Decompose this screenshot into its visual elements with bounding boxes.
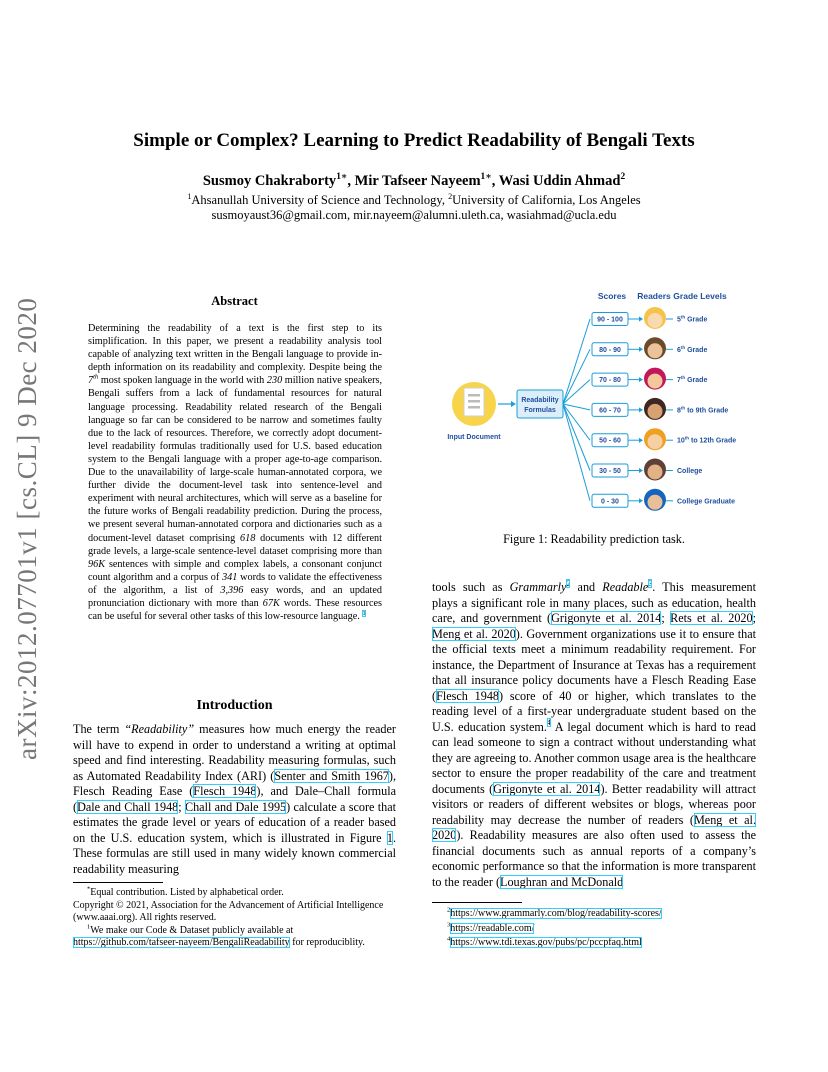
footnote-link-2[interactable]: 2 — [566, 578, 571, 588]
abstract-heading: Abstract — [211, 294, 258, 308]
abstract-body — [88, 322, 382, 623]
author-emails: susmoyaust36@gmail.com, mir.nayeem@alumni.uleth.ca, wasiahmad@ucla.edu — [211, 208, 617, 222]
abstract-text: Determining the readability of a text is the first step to its simplification. In this paper, we present a readability analysis tool capable of analyzing text written in the Bengali language to provide in-depth information on its readability and complexity. Despite being the — [88, 323, 382, 374]
tdi-link[interactable]: https://www.tdi.texas.gov/pubs/pc/pccpfaq.html — [450, 937, 642, 948]
footnote-mark: 2 — [447, 906, 451, 914]
abstract-text: easy words, and an updated pronunciation dictionary with more than — [88, 584, 382, 609]
intro-term: “Readability” — [124, 722, 195, 736]
footnotes-right — [447, 907, 757, 951]
reader-face-icon — [648, 374, 663, 389]
intro-paragraph — [73, 722, 396, 877]
figure-col-readers: Readers — [637, 291, 671, 301]
footnote-text: Equal contribution. Listed by alphabetical order. — [90, 887, 284, 898]
score-arrowhead — [639, 317, 643, 322]
footnote-mark: * — [87, 885, 91, 893]
github-link[interactable]: https://github.com/tafseer-nayeem/BengaliReadability — [73, 937, 290, 948]
abstract-rank: 7 — [88, 375, 94, 387]
figure-link[interactable]: 1 — [386, 830, 393, 845]
input-document-label: Input Document — [447, 434, 501, 441]
abstract-text: words to validate the effectiveness of the algorithm, a list of — [88, 571, 382, 596]
score-label: 50 - 60 — [599, 437, 621, 445]
affiliation-2: University of California, Los Angeles — [452, 193, 641, 207]
citation-link[interactable]: Loughran and McDonald — [500, 874, 624, 889]
score-arrowhead — [639, 498, 643, 503]
citation-link[interactable]: Senter and Smith 1967 — [274, 768, 389, 783]
abstract-easy: 3,396 — [220, 584, 244, 596]
grammarly-link[interactable]: https://www.grammarly.com/blog/readability-scores/ — [450, 908, 662, 919]
figure-caption: Figure 1: Readability prediction task. — [503, 532, 685, 546]
body-text: ; — [752, 611, 757, 625]
input-arrowhead — [511, 401, 516, 407]
score-arrowhead — [639, 468, 643, 473]
intro-text: ) calculate a score that estimates the grade level or years of education of a reader based on the U.S. education system, which is illustrated in Figure — [73, 799, 396, 845]
abstract-text: million native speakers, Bengali suffers from a lack of fundamental resources for natural language processing. Readability related research of the Bengali language so far can be considered to be narrow and sometimes faulty due to the lack of resources. Therefore, we correctly adopt document-level readability formulas traditionally used for U.S. based education system to the Bengali language with a proper age-to-age comparison. Due to the unavailability of large-scale human-annotated corpora, we further divide the document-level task into sentence-level and experiment with neural architectures, which will serve as a baseline for the future works of Bengali readability prediction. During the process, we present several human-annotated corpora and dictionaries such as a document-level dataset comprising — [88, 375, 382, 544]
body-text: A legal document which is hard to read can lead someone to sign a contract without understanding what they are agreeing to. Another common usage area is the healthcare sector to ensure the proper readability of the care and treatment documents ( — [432, 719, 756, 796]
citation-link[interactable]: Dale and Chall 1948 — [77, 799, 179, 814]
citation-link[interactable]: Rets et al. 2020 — [670, 611, 753, 625]
footnote-text: for reproduciblity. — [289, 937, 365, 948]
figure-col-scores: Scores — [597, 291, 627, 301]
intro-text: . These formulas are still used in many widely known commercial readability measuring — [73, 830, 396, 876]
reader-face-icon — [648, 434, 663, 449]
score-arrowhead — [639, 407, 643, 412]
grade-label: 5th Grade — [677, 314, 708, 324]
author-list: Susmoy Chakraborty$^{1∗}$, Mir Tafseer Nayeem$^{1∗}$, Wasi Uddin Ahmad$^2$ — [202, 172, 626, 189]
arxiv-identifier: arXiv:2012.07701v1 [cs.CL] 9 Dec 2020 — [12, 297, 42, 760]
score-label: 30 - 50 — [599, 468, 621, 475]
intro-text: ), and Dale–Chall formula ( — [73, 784, 396, 814]
citation-link[interactable]: Meng et al. 2020 — [432, 812, 756, 842]
grade-label: College Graduate — [677, 498, 735, 506]
footnote-link-3[interactable]: 3 — [648, 578, 653, 588]
author-name: Wasi Uddin Ahmad — [498, 173, 621, 189]
intro-text: measures how much energy the reader will have to expend in order to understand a writing at optimal speed and find interesting. Readability measuring formulas, such as Automated Readability Index (ARI) ( — [73, 722, 396, 783]
reader-face-icon — [648, 404, 663, 419]
score-arrowhead — [639, 347, 643, 352]
grade-label: 10th to 12th Grade — [677, 435, 737, 445]
body-text: ) score of 40 or higher, which translates to the reading level of a first-year undergraduate student based on the U.S. education system. — [432, 688, 757, 734]
figure-col-grades: Grade Levels — [673, 291, 727, 301]
abstract-pron: 67K — [262, 597, 280, 609]
reader-face-icon — [648, 495, 663, 510]
formulas-label-line1: Readability — [521, 397, 559, 404]
footnote-text: We make our Code & Dataset publicly available at — [90, 924, 294, 936]
body-text: tools such as — [432, 580, 510, 594]
footnote-mark: 4 — [447, 935, 451, 943]
abstract-text: documents with 12 different grade levels, a large-scale sentence-level dataset comprising more than — [88, 532, 382, 557]
score-label: 80 - 90 — [599, 346, 621, 354]
body-text: ). Government organizations use it to ensure that the official texts meet a minimum readability requirement. For instance, the Department of Insurance at Texas has a requirement that all insurance policy documents have a Flesch Reading Ease ( — [432, 626, 756, 703]
footnote-mark: 3 — [447, 921, 451, 929]
abstract-sents: 96K — [88, 558, 105, 570]
intro-text: The term — [73, 722, 125, 736]
grade-label: 7th Grade — [677, 375, 708, 385]
abstract-text: most spoken language in the world with — [98, 375, 267, 387]
intro-text: ), Flesch Reading Ease ( — [73, 768, 396, 798]
citation-link[interactable]: Meng et al. 2020 — [432, 626, 516, 641]
author-mark: 2 — [620, 172, 626, 183]
footnotes-left — [73, 887, 398, 950]
footnote-mark: 1 — [87, 923, 91, 931]
figure-connector — [563, 404, 590, 501]
grade-label: 6th Grade — [677, 344, 708, 354]
formulas-label-line2: Formulas — [524, 407, 556, 414]
author-name: Mir Tafseer Nayeem — [354, 173, 481, 189]
footnote-rule — [432, 902, 522, 903]
score-arrowhead — [639, 438, 643, 443]
body-text: ; — [661, 611, 671, 625]
score-label: 0 - 30 — [601, 498, 619, 506]
tool-name: Readable — [602, 580, 649, 594]
right-column-paragraph — [432, 580, 756, 890]
author-mark: 1∗ — [480, 172, 492, 183]
body-text: . This measurement plays a significant role in many places, such as education, health care, and government ( — [432, 580, 756, 625]
abstract-words: 341 — [222, 571, 238, 583]
copyright-notice: Copyright © 2021, Association for the Advancement of Artificial Intelligence (www.aaai.org). All rights reserved. — [73, 899, 384, 923]
score-label: 90 - 100 — [597, 316, 623, 324]
intro-text: ; — [178, 799, 185, 814]
footnote-link-4[interactable]: 4 — [546, 718, 551, 728]
body-text: and — [570, 580, 603, 594]
introduction-heading: Introduction — [196, 698, 273, 713]
author-mark: 1∗ — [336, 172, 348, 183]
abstract-text: words. These resources can be useful for several other tasks of this low-resource language. — [88, 597, 382, 623]
figure-connector — [563, 404, 590, 471]
affiliation-1: Ahsanullah University of Science and Technology, — [191, 193, 449, 207]
citation-link[interactable]: Chall and Dale 1995 — [184, 799, 287, 814]
citation-link[interactable]: Grigonyte et al. 2014 — [493, 781, 601, 796]
citation-link[interactable]: Grigonyte et al. 2014 — [551, 611, 662, 625]
reader-face-icon — [648, 465, 663, 480]
author-name: Susmoy Chakraborty — [202, 173, 337, 189]
score-label: 60 - 70 — [599, 407, 621, 415]
abstract-rank-sup: th — [93, 373, 99, 381]
reader-face-icon — [648, 313, 663, 328]
affiliations — [0, 193, 828, 223]
reader-face-icon — [648, 343, 663, 358]
grade-label: College — [677, 468, 703, 475]
score-label: 70 - 80 — [599, 377, 621, 385]
abstract-text: sentences with simple and complex labels, a consonant conjunct count algorithm and a corpus of — [88, 558, 382, 583]
body-text: ). Readability measures are also often used to assess the financial documents such as annual reports of a company’s economic performance so that the information is more transparent to the reader ( — [432, 828, 756, 889]
abstract-docs: 618 — [240, 532, 256, 544]
footnote-rule — [73, 882, 163, 883]
tool-name: Grammarly — [509, 580, 567, 594]
citation-link[interactable]: Flesch 1948 — [436, 688, 500, 703]
figure-connector — [563, 349, 590, 404]
readability-figure — [440, 284, 760, 524]
readable-link[interactable]: https://readable.com/ — [450, 922, 535, 934]
score-arrowhead — [639, 377, 643, 382]
footnote-link-1[interactable]: 1 — [362, 609, 366, 617]
affil-mark: 2 — [448, 191, 453, 201]
paper-title: Simple or Complex? Learning to Predict Readability of Bengali Texts — [133, 130, 695, 151]
body-text: ). Better readability will attract visitors or readers of different websites or blogs, whereas poor readability may decrease the number of readers ( — [432, 781, 756, 827]
affil-mark: 1 — [187, 191, 192, 201]
abstract-speakers: 230 — [266, 375, 283, 387]
citation-link[interactable]: Flesch 1948 — [193, 784, 257, 798]
grade-label: 8th to 9th Grade — [677, 405, 729, 415]
